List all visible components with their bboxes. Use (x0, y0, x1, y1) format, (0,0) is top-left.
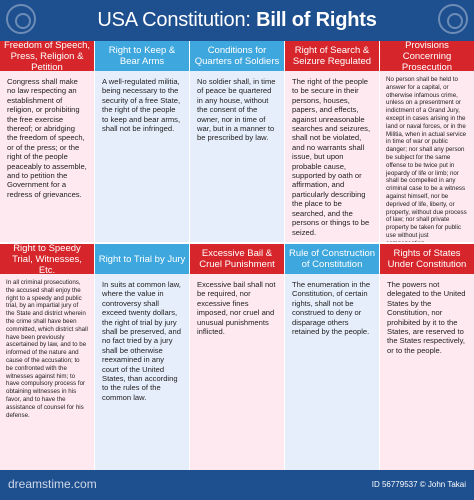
amendments-row-1 (0, 41, 474, 243)
amendment-text: No soldier shall, in time of peace be quartered in any house, without the consent of the owner, nor in time of war, but in a manner to be prescribed by law. (197, 77, 276, 143)
title-part-1: USA Constitution: (97, 9, 257, 31)
title-part-2: Bill of Rights (256, 9, 377, 31)
image-credit: ID 56779537 © John Takai (371, 480, 466, 489)
title-text (97, 9, 376, 31)
amendment-text: A well-regulated militia, being necessary to the security of a free State, the right of the people to keep and bear arms, shall not be infringed. (102, 77, 181, 134)
watermark-text: dreamstime.com (8, 477, 97, 491)
title-banner (0, 0, 474, 41)
amendment-header: Right to Keep & Bear Arms (95, 41, 189, 71)
amendment-text: In suits at common law, where the value in controversy shall exceed twenty dollars, the right of trial by jury shall be preserved, and no fact tried by a jury shall be otherwise reexamined in any court of the United States, than according to the rules of the common law. (102, 280, 181, 402)
amendment-text: No person shall be held to answer for a capital, or otherwise infamous crime, unless on a presentment or indictment of a Grand Jury, except in cases arising in the land or naval forces, or in the Militia, when in actual service in time of war or public danger; nor shall any person be subject for the same offense to be twice put in jeopardy of life or limb; nor shall be compelled in any criminal case to be a witness against himself, nor be deprived of life, liberty, or property, without due process of law; nor shall private property be taken for public use without just (386, 76, 467, 239)
amendment-text: The right of the people to be secure in their persons, houses, papers, and effects, against unreasonable searches and seizures, shall not be violated, and no warrants shall issue, but upon probable cause, supported by oath or affirmation, and particularly describing the place to be searched, and the persons or things to be seized. (292, 77, 371, 237)
amendment-card (0, 244, 94, 470)
amendment-card (94, 41, 189, 243)
amendment-header: Excessive Bail & Cruel Punishment (190, 244, 284, 274)
amendment-card (379, 244, 474, 470)
amendment-card (0, 41, 94, 243)
amendment-card (284, 41, 379, 243)
swirl-decoration-icon (438, 4, 468, 34)
amendment-text: The enumeration in the Constitution, of certain rights, shall not be construed to deny or disparage others retained by the people. (292, 280, 371, 337)
amendments-row-2 (0, 244, 474, 470)
amendment-header: Provisions Concerning Prosecution (380, 41, 474, 71)
amendment-card (379, 41, 474, 243)
amendment-card (94, 244, 189, 470)
amendment-header: Conditions for Quarters of Soldiers (190, 41, 284, 71)
footer-bar (0, 470, 474, 500)
amendment-card (189, 244, 284, 470)
amendment-card (189, 41, 284, 243)
amendment-header: Freedom of Speech, Press, Religion & Petition (0, 41, 94, 71)
amendment-header: Rights of States Under Constitution (380, 244, 474, 274)
amendment-header: Right of Search & Seizure Regulated (285, 41, 379, 71)
amendment-text: The powers not delegated to the United States by the Constitution, nor prohibited by it to the States, are reserved to the States respectively, or to the people. (387, 280, 466, 355)
amendment-header: Right to Speedy Trial, Witnesses, Etc. (0, 244, 94, 274)
swirl-decoration-icon (6, 4, 36, 34)
amendment-header: Right to Trial by Jury (95, 244, 189, 274)
amendment-text: In all criminal prosecutions, the accused shall enjoy the right to a speedy and public trial, by an impartial jury of the State and district wherein the crime shall have been committed, which district shall have been previously ascertained by law, and to be informed of the nature and cause of the accusation; to be confronted with the witnesses against him; to have compulsory process for obtaining witnesses in his favor, and to have the assistance of counsel for his defense. (6, 279, 88, 419)
amendment-card (284, 244, 379, 470)
amendment-header: Rule of Construction of Constitution (285, 244, 379, 274)
amendment-text: Excessive bail shall not be required, nor excessive fines imposed, nor cruel and unusual punishments inflicted. (197, 280, 276, 337)
amendment-text: Congress shall make no law respecting an establishment of religion, or prohibiting the free exercise thereof; or abridging the freedom of speech, or of the press; or the right of the people peaceably to assemble, and to petition the Government for a redress of grievances. (7, 77, 87, 199)
